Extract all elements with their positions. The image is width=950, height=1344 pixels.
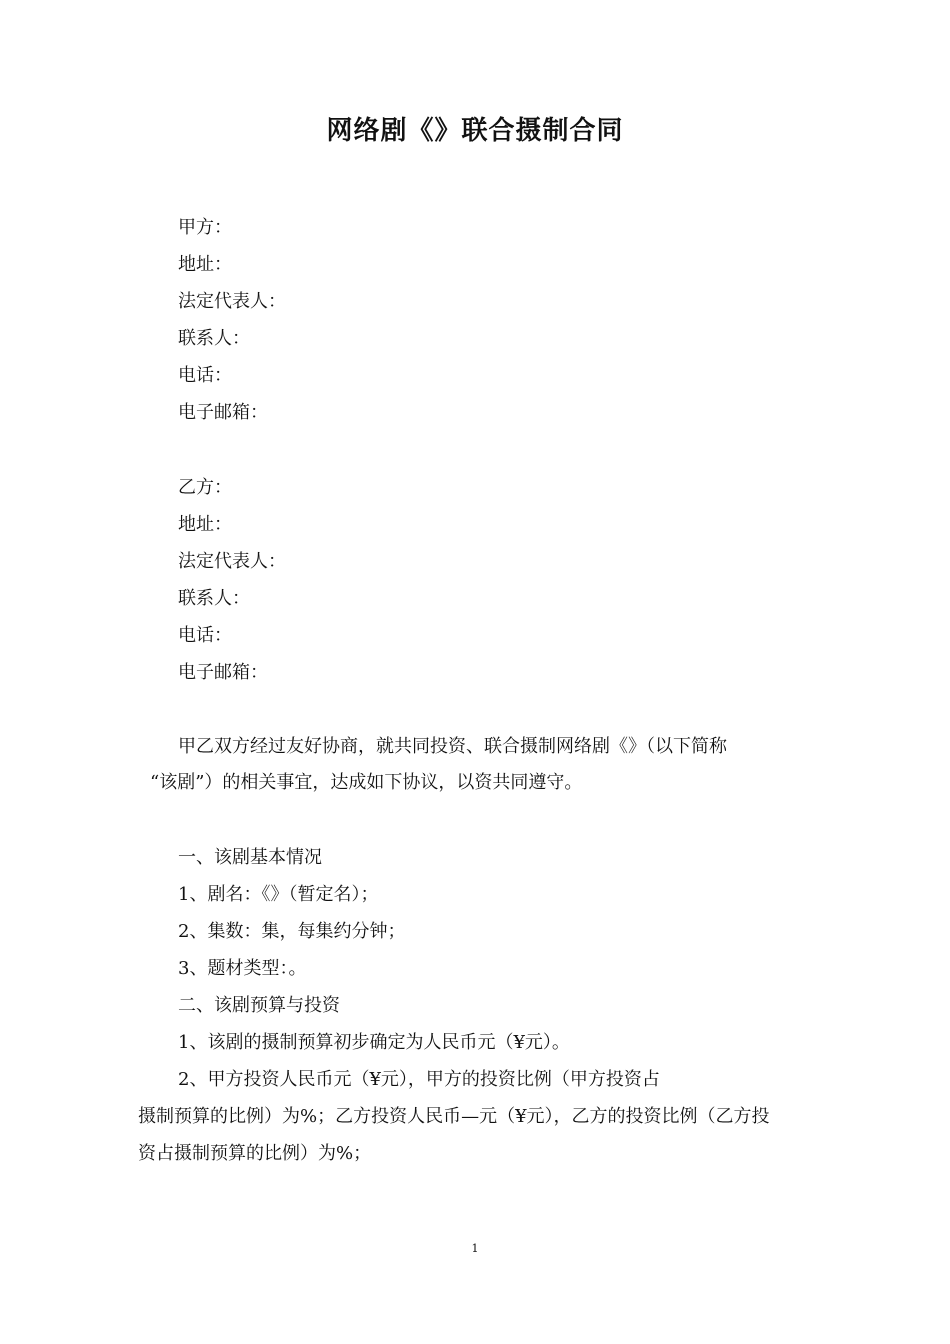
- document-title: 网络剧《》联合摄制合同: [326, 116, 624, 146]
- section-2-heading: 二、该剧预算与投资: [178, 995, 340, 1016]
- party-b-label: 乙方：: [178, 477, 232, 498]
- section-2-item-2-line-3: 资占摄制预算的比例）为%；: [138, 1143, 372, 1164]
- section-2-item-2-line-1: 2、甲方投资人民币元（¥元），甲方的投资比例（甲方投资占: [178, 1069, 660, 1090]
- intro-line-2: “该剧”）的相关事宜，达成如下协议，以资共同遵守。: [150, 772, 583, 793]
- intro-line-1: 甲乙双方经过友好协商，就共同投资、联合摄制网络剧《》（以下简称: [178, 736, 727, 757]
- party-a-contact: 联系人：: [178, 328, 250, 349]
- page-number: 1: [471, 1242, 479, 1255]
- section-1-heading: 一、该剧基本情况: [178, 847, 322, 868]
- party-a-legal-rep: 法定代表人：: [178, 291, 286, 312]
- party-b-email: 电子邮箱：: [178, 662, 268, 683]
- party-b-address: 地址：: [178, 514, 232, 535]
- party-a-address: 地址：: [178, 254, 232, 275]
- party-b-phone: 电话：: [178, 625, 232, 646]
- party-a-phone: 电话：: [178, 365, 232, 386]
- party-a-email: 电子邮箱：: [178, 402, 268, 423]
- section-1-item-1: 1、剧名：《》（暂定名）；: [178, 884, 379, 905]
- section-1-item-3: 3、题材类型：。: [178, 958, 307, 979]
- party-b-contact: 联系人：: [178, 588, 250, 609]
- party-a-label: 甲方：: [178, 217, 232, 238]
- party-b-legal-rep: 法定代表人：: [178, 551, 286, 572]
- section-2-item-1: 1、该剧的摄制预算初步确定为人民币元（¥元）。: [178, 1032, 570, 1053]
- section-2-item-2-line-2: 摄制预算的比例）为%；乙方投资人民币—元（¥元），乙方的投资比例（乙方投: [138, 1106, 770, 1127]
- section-1-item-2: 2、集数：集，每集约分钟；: [178, 921, 406, 942]
